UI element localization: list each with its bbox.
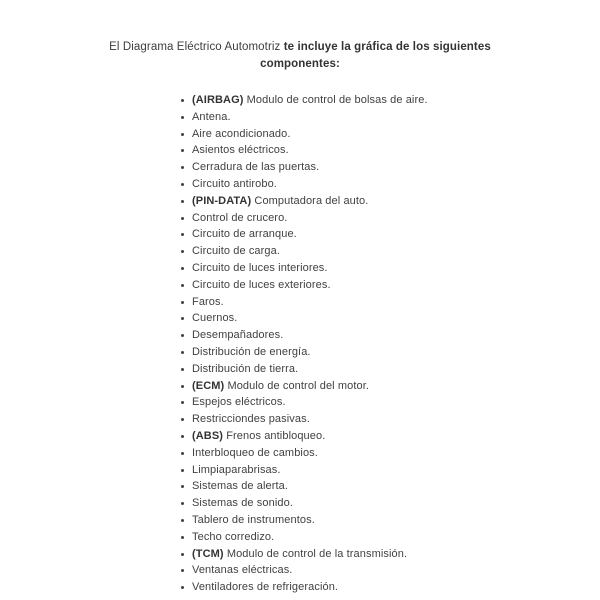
- component-name: Circuito de arranque.: [192, 228, 297, 241]
- bullet-icon: [181, 166, 184, 169]
- bullet-icon: [181, 385, 184, 388]
- component-code: (PIN-DATA): [192, 194, 252, 207]
- component-name: Techo corredizo.: [192, 530, 275, 543]
- list-item: [180, 294, 428, 311]
- page-title: [100, 39, 500, 73]
- component-name: Circuito de carga.: [192, 245, 281, 258]
- bullet-icon: [181, 284, 184, 287]
- list-item: [180, 394, 428, 411]
- bullet-icon: [181, 418, 184, 421]
- component-name: Limpiaparabrisas.: [192, 463, 281, 476]
- bullet-icon: [181, 133, 184, 136]
- component-name: Circuito de luces interiores.: [192, 261, 328, 274]
- list-item: [180, 260, 428, 277]
- component-code: (ABS): [192, 429, 224, 442]
- list-item: [180, 361, 428, 378]
- list-item: [180, 411, 428, 428]
- component-name: Circuito antirobo.: [192, 177, 277, 190]
- component-name: Modulo de control de la transmisión.: [226, 547, 408, 560]
- component-name: Desempañadores.: [192, 329, 284, 342]
- component-code: (TCM): [192, 547, 224, 560]
- bullet-icon: [181, 536, 184, 539]
- component-name: Distribución de energía.: [192, 345, 311, 358]
- bullet-icon: [181, 435, 184, 438]
- component-name: Modulo de control de bolsas de aire.: [246, 94, 428, 106]
- component-name: Faros.: [192, 295, 224, 308]
- list-item: [180, 344, 428, 361]
- bullet-icon: [181, 317, 184, 320]
- bullet-icon: [181, 452, 184, 455]
- component-name: Tablero de instrumentos.: [192, 513, 315, 526]
- component-name: Cuernos.: [192, 312, 238, 325]
- component-name: Distribución de tierra.: [192, 362, 299, 375]
- component-name: Sistemas de sonido.: [192, 497, 293, 510]
- component-name: Computadora del auto.: [254, 194, 369, 207]
- components-list: [180, 92, 428, 596]
- bullet-icon: [181, 200, 184, 203]
- list-item: [180, 462, 428, 479]
- bullet-icon: [181, 149, 184, 152]
- bullet-icon: [181, 553, 184, 556]
- bullet-icon: [181, 233, 184, 236]
- component-code: (ECM): [192, 379, 225, 392]
- list-item: [180, 92, 428, 109]
- bullet-icon: [181, 351, 184, 354]
- list-item: [180, 327, 428, 344]
- list-item: [180, 210, 428, 227]
- component-name: Cerradura de las puertas.: [192, 161, 320, 174]
- list-item: [180, 176, 428, 193]
- list-item: [180, 562, 428, 579]
- page-title-bold-text: te incluye la gráfica de los siguientes componentes:: [260, 41, 491, 70]
- component-name: Ventanas eléctricas.: [192, 564, 293, 577]
- bullet-icon: [181, 99, 184, 102]
- bullet-icon: [181, 502, 184, 505]
- component-name: Espejos eléctricos.: [192, 396, 286, 409]
- component-name: Modulo de control del motor.: [227, 379, 370, 392]
- bullet-icon: [181, 217, 184, 220]
- component-name: Aire acondicionado.: [192, 127, 291, 140]
- bullet-icon: [181, 116, 184, 119]
- list-item: [180, 428, 428, 445]
- list-item: [180, 226, 428, 243]
- list-item: [180, 109, 428, 126]
- list-item: [180, 512, 428, 529]
- bullet-icon: [181, 485, 184, 488]
- list-item: [180, 159, 428, 176]
- component-name: Restricciondes pasivas.: [192, 413, 310, 426]
- bullet-icon: [181, 401, 184, 404]
- list-item: [180, 126, 428, 143]
- component-name: Circuito de luces exteriores.: [192, 278, 331, 291]
- component-name: Ventiladores de refrigeración.: [192, 581, 339, 594]
- bullet-icon: [181, 267, 184, 270]
- bullet-icon: [181, 586, 184, 589]
- list-item: [180, 142, 428, 159]
- bullet-icon: [181, 519, 184, 522]
- list-item: [180, 579, 428, 596]
- list-item: [180, 193, 428, 210]
- component-name: Frenos antibloqueo.: [226, 429, 326, 442]
- component-name: Interbloqueo de cambios.: [192, 446, 318, 459]
- list-item: [180, 378, 428, 395]
- list-item: [180, 495, 428, 512]
- list-item: [180, 445, 428, 462]
- bullet-icon: [181, 250, 184, 253]
- component-name: Asientos eléctricos.: [192, 144, 289, 157]
- list-item: [180, 310, 428, 327]
- bullet-icon: [181, 334, 184, 337]
- component-name: Antena.: [192, 110, 231, 123]
- component-code: (AIRBAG): [192, 94, 244, 106]
- list-item: [180, 478, 428, 495]
- list-item: [180, 529, 428, 546]
- bullet-icon: [181, 301, 184, 304]
- page-title-normal-text: El Diagrama Eléctrico Automotriz: [109, 41, 281, 53]
- list-item: [180, 243, 428, 260]
- component-name: Sistemas de alerta.: [192, 480, 289, 493]
- component-name: Control de crucero.: [192, 211, 288, 224]
- bullet-icon: [181, 469, 184, 472]
- list-item: [180, 546, 428, 563]
- bullet-icon: [181, 368, 184, 371]
- bullet-icon: [181, 183, 184, 186]
- list-item: [180, 277, 428, 294]
- bullet-icon: [181, 569, 184, 572]
